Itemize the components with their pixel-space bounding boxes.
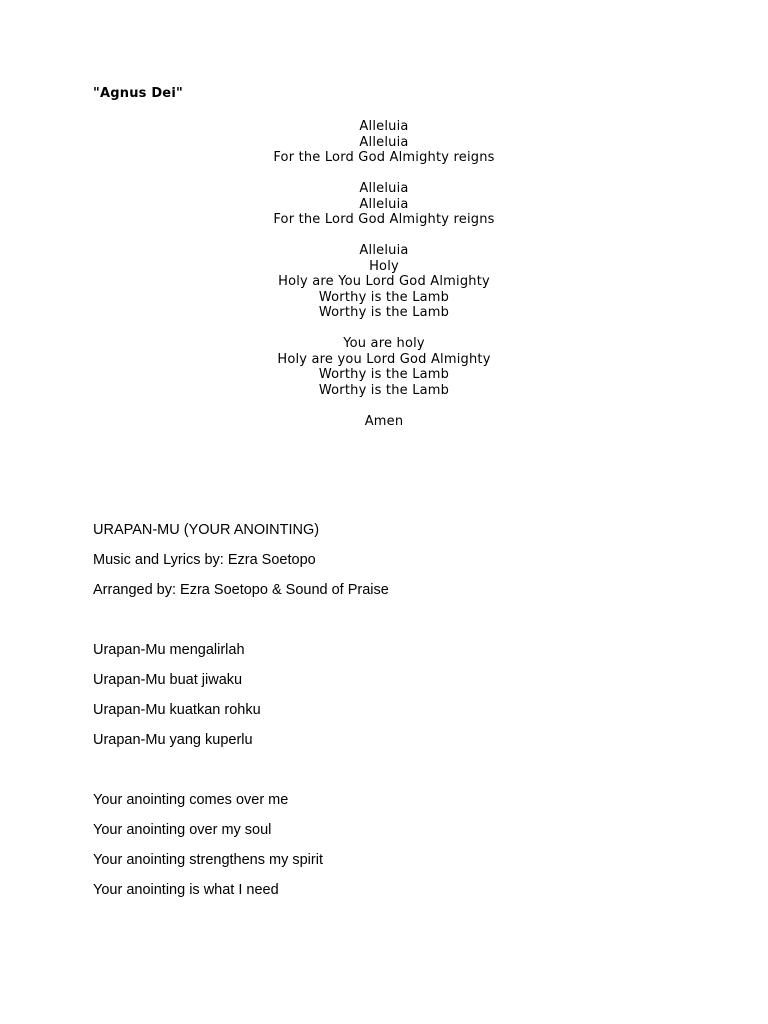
lyric-line: Worthy is the Lamb <box>318 382 450 398</box>
lyric-line: For the Lord God Almighty reigns <box>273 150 495 165</box>
stanza-3 <box>184 243 584 321</box>
spacer <box>93 605 389 635</box>
stanza-4 <box>184 336 584 398</box>
lyric-line: Alleluia <box>359 243 409 258</box>
lyric-line: Alleluia <box>359 196 409 212</box>
lyric-line: Holy <box>369 258 399 274</box>
lyric-line: Alleluia <box>359 119 409 134</box>
lyric-line: Holy are you Lord God Almighty <box>277 351 491 367</box>
song-title-urapan-mu: URAPAN-MU (YOUR ANOINTING) <box>93 522 320 538</box>
lyric-line: Worthy is the Lamb <box>318 305 450 320</box>
song-title-agnus-dei: "Agnus Dei" <box>93 86 183 101</box>
credits-arranged: Arranged by: Ezra Soetopo & Sound of Praise <box>93 582 389 598</box>
lyric-line: For the Lord God Almighty reigns <box>273 212 495 227</box>
lyric-line: Worthy is the Lamb <box>318 367 450 382</box>
lyric-line-id: Urapan-Mu buat jiwaku <box>93 672 243 688</box>
lyric-line-id: Urapan-Mu mengalirlah <box>93 642 245 658</box>
lyric-line-en: Your anointing is what I need <box>93 882 279 898</box>
urapan-mu-song <box>93 515 389 905</box>
stanza-2 <box>184 181 584 228</box>
agnus-dei-lyrics <box>184 119 584 445</box>
lyric-line-en: Your anointing over my soul <box>93 822 272 838</box>
lyric-line-en: Your anointing comes over me <box>93 792 289 808</box>
stanza-5 <box>184 414 584 430</box>
spacer <box>93 755 389 785</box>
lyric-line: Alleluia <box>359 134 409 150</box>
credits-music-lyrics: Music and Lyrics by: Ezra Soetopo <box>93 552 316 568</box>
lyric-line-id: Urapan-Mu kuatkan rohku <box>93 702 261 718</box>
lyric-line: Worthy is the Lamb <box>318 289 450 305</box>
lyric-line-id: Urapan-Mu yang kuperlu <box>93 732 253 748</box>
lyric-line: Amen <box>364 413 404 429</box>
lyric-line-en: Your anointing strengthens my spirit <box>93 852 323 868</box>
stanza-1 <box>184 119 584 166</box>
lyric-line: You are holy <box>343 336 425 351</box>
lyric-line: Alleluia <box>359 181 409 196</box>
lyric-line: Holy are You Lord God Almighty <box>278 274 490 289</box>
